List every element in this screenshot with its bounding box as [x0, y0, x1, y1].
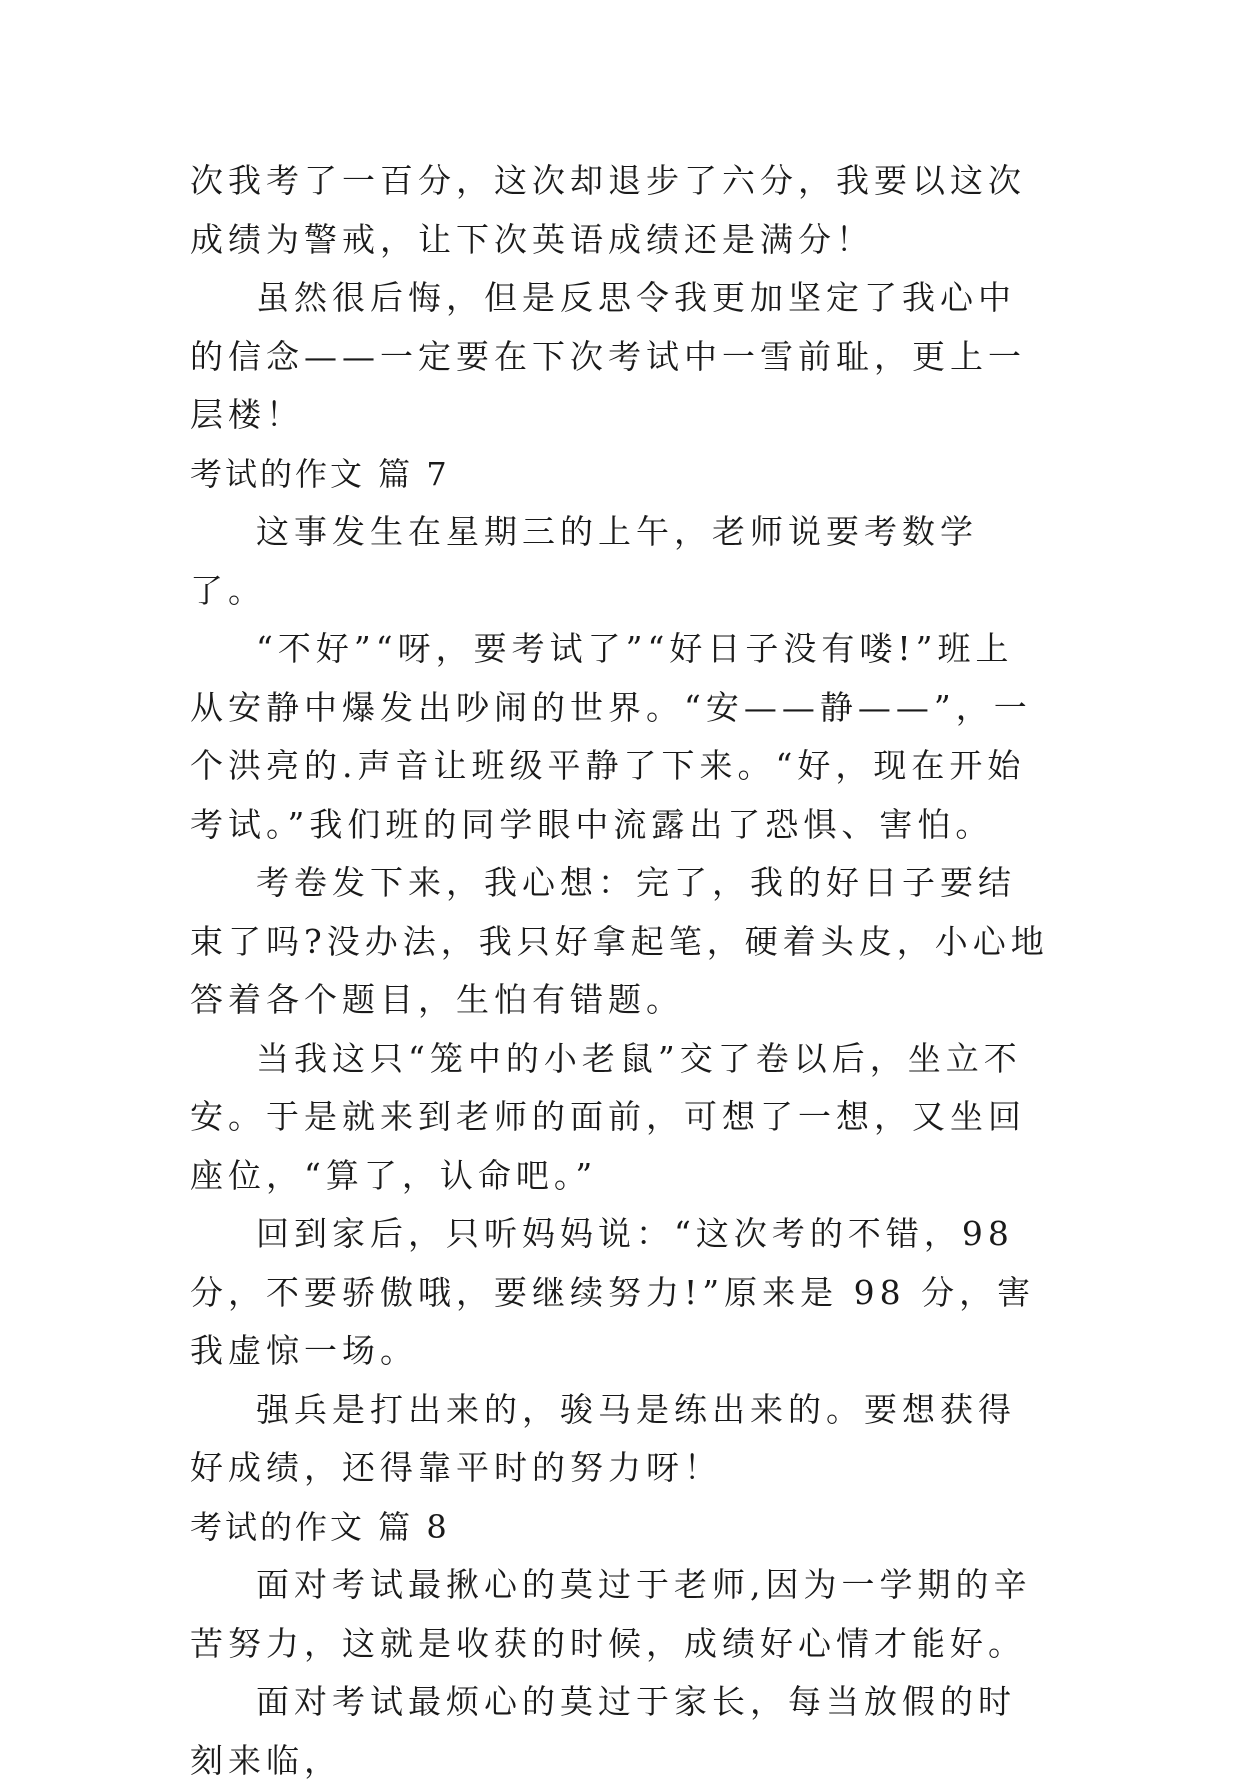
paragraph: 强兵是打出来的，骏马是练出来的。要想获得好成绩，还得靠平时的努力呀！: [190, 1389, 1016, 1487]
paragraph: “不好”“呀，要考试了”“好日子没有喽!”班上从安静中爆发出吵闹的世界。“安——静——”，一个洪亮的.声音让班级平静了下来。“好，现在开始考试。”我们班的同学眼中流露出了恐惧、害怕。: [190, 629, 1032, 844]
essay-heading-8: 考试的作文 篇 8: [190, 1507, 450, 1546]
document-body: [190, 152, 1050, 1790]
paragraph: 当我这只“笼中的小老鼠”交了卷以后，坐立不安。于是就来到老师的面前，可想了一想，又坐回座位，“算了，认命吧。”: [190, 1038, 1026, 1195]
paragraph: 面对考试最揪心的莫过于老师,因为一学期的辛苦努力，这就是收获的时候，成绩好心情才能好。: [190, 1565, 1032, 1663]
paragraph: 面对考试最烦心的莫过于家长，每当放假的时刻来临，: [190, 1682, 1016, 1780]
paragraph: 这事发生在星期三的上午，老师说要考数学了。: [190, 512, 978, 610]
essay-heading-7: 考试的作文 篇 7: [190, 454, 450, 493]
paragraph: 回到家后，只听妈妈说：“这次考的不错，98 分，不要骄傲哦，要继续努力!”原来是 98 分，害我虚惊一场。: [190, 1214, 1036, 1370]
paragraph: 虽然很后悔，但是反思令我更加坚定了我心中的信念——一定要在下次考试中一雪前耻，更上一层楼！: [190, 278, 1026, 434]
paragraph: 考卷发下来，我心想：完了，我的好日子要结束了吗?没办法，我只好拿起笔，硬着头皮，小心地答着各个题目，生怕有错题。: [190, 863, 1049, 1019]
paragraph-continued: 次我考了一百分，这次却退步了六分，我要以这次成绩为警戒，让下次英语成绩还是满分！: [190, 161, 1026, 259]
